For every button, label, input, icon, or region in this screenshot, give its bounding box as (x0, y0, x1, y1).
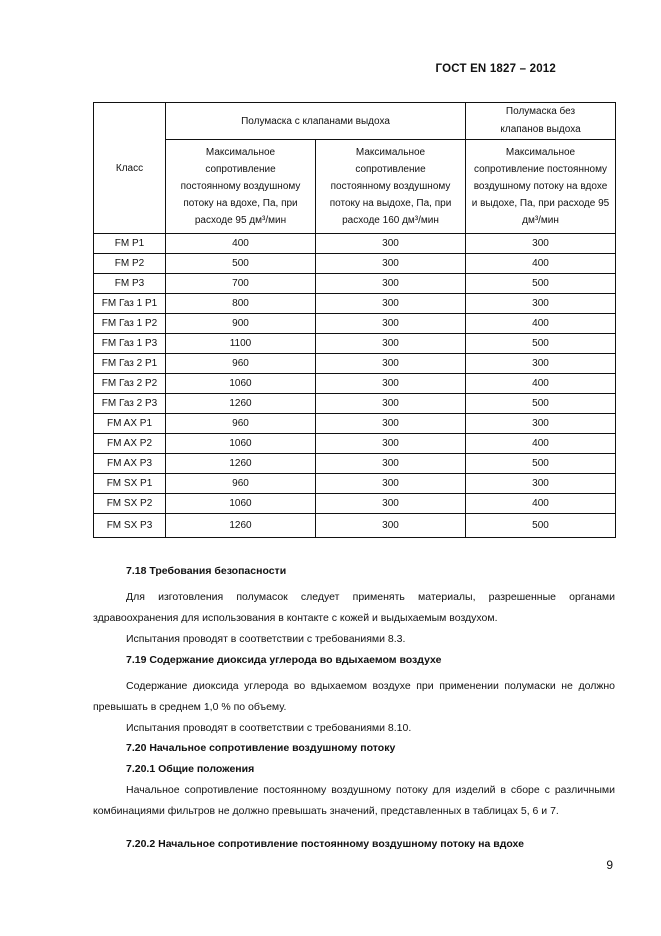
document-code: ГОСТ EN 1827 – 2012 (435, 63, 556, 75)
cell-class: FM Газ 1 P3 (94, 334, 166, 354)
table-row (94, 254, 616, 274)
cell-inhale: 1060 (166, 434, 316, 454)
cell-exhale: 300 (316, 274, 466, 294)
cell-inhale: 960 (166, 474, 316, 494)
cell-class: FM SX P1 (94, 474, 166, 494)
cell-exhale: 300 (316, 394, 466, 414)
cell-inhale: 500 (166, 254, 316, 274)
paragraph: Начальное сопротивление постоянному воздушному потоку для изделий в сборе с различными комбинациями фильтров не должно превышать значений, представленных в таблицах 5, 6 и 7. (93, 784, 615, 817)
section-title: 7.18 Требования безопасности (126, 565, 287, 577)
cell-class: FM Газ 2 P1 (94, 354, 166, 374)
cell-no-valves: 500 (466, 334, 616, 354)
table-row (94, 314, 616, 334)
cell-exhale: 300 (316, 374, 466, 394)
cell-inhale: 1260 (166, 394, 316, 414)
cell-no-valves: 500 (466, 514, 616, 538)
cell-inhale: 1060 (166, 374, 316, 394)
cell-exhale: 300 (316, 414, 466, 434)
header-class: Класс (94, 103, 166, 234)
paragraph: Испытания проводят в соответствии с требованиями 8.3. (126, 633, 406, 645)
cell-inhale: 800 (166, 294, 316, 314)
cell-exhale: 300 (316, 454, 466, 474)
cell-class: FM Газ 1 P2 (94, 314, 166, 334)
cell-no-valves: 500 (466, 394, 616, 414)
table-row (94, 454, 616, 474)
paragraph: Испытания проводят в соответствии с требованиями 8.10. (126, 722, 412, 734)
cell-exhale: 300 (316, 514, 466, 538)
cell-exhale: 300 (316, 494, 466, 514)
section-7-19 (93, 650, 615, 671)
table-row (94, 374, 616, 394)
cell-exhale: 300 (316, 314, 466, 334)
cell-no-valves: 400 (466, 434, 616, 454)
cell-exhale: 300 (316, 254, 466, 274)
cell-inhale: 1260 (166, 514, 316, 538)
table-row (94, 474, 616, 494)
cell-no-valves: 500 (466, 274, 616, 294)
cell-inhale: 700 (166, 274, 316, 294)
header-without-valves: Полумаска без клапанов выдоха (466, 103, 616, 140)
cell-class: FM P2 (94, 254, 166, 274)
cell-exhale: 300 (316, 354, 466, 374)
cell-no-valves: 300 (466, 414, 616, 434)
header-with-valves: Полумаска с клапанами выдоха (166, 103, 466, 140)
section-7-19-body (93, 676, 615, 739)
table-row (94, 514, 616, 538)
section-7-18-body (93, 587, 615, 650)
section-title: 7.19 Содержание диоксида углерода во вдыхаемом воздухе (126, 654, 442, 666)
header-exhale: Максимальное сопротивление постоянному воздушному потоку на выдохе, Па, при расходе 160 дм³/мин (316, 140, 466, 234)
cell-inhale: 960 (166, 414, 316, 434)
header-inhale: Максимальное сопротивление постоянному воздушному потоку на вдохе, Па, при расходе 95 дм³/мин (166, 140, 316, 234)
table-row (94, 434, 616, 454)
paragraph: Для изготовления полумасок следует применять материалы, разрешенные органами здравоохранения для использования в контакте с кожей и выдыхаемым воздухом. (93, 591, 615, 624)
cell-class: FM AX P2 (94, 434, 166, 454)
cell-no-valves: 400 (466, 314, 616, 334)
table-row (94, 334, 616, 354)
cell-inhale: 1100 (166, 334, 316, 354)
cell-inhale: 960 (166, 354, 316, 374)
paragraph: Содержание диоксида углерода во вдыхаемом воздухе при применении полумаски не должно превышать в среднем 1,0 % по объему. (93, 680, 615, 713)
section-7-20-2 (93, 834, 615, 855)
section-7-20-1-body (93, 780, 615, 822)
cell-class: FM AX P3 (94, 454, 166, 474)
cell-exhale: 300 (316, 234, 466, 254)
cell-class: FM SX P3 (94, 514, 166, 538)
table-row (94, 294, 616, 314)
subsection-title: 7.20.1 Общие положения (126, 763, 255, 775)
table-row (94, 274, 616, 294)
table-row (94, 394, 616, 414)
cell-no-valves: 400 (466, 494, 616, 514)
cell-class: FM AX P1 (94, 414, 166, 434)
cell-no-valves: 300 (466, 474, 616, 494)
cell-exhale: 300 (316, 294, 466, 314)
cell-class: FM Газ 2 P2 (94, 374, 166, 394)
cell-inhale: 400 (166, 234, 316, 254)
header-no-valves: Максимальное сопротивление постоянному воздушному потоку на вдохе и выдохе, Па, при расходе 95 дм³/мин (466, 140, 616, 234)
cell-no-valves: 300 (466, 294, 616, 314)
cell-no-valves: 400 (466, 374, 616, 394)
resistance-table (93, 102, 616, 538)
page-number: 9 (606, 858, 613, 872)
cell-no-valves: 400 (466, 254, 616, 274)
section-7-20 (93, 738, 615, 780)
table-row (94, 494, 616, 514)
cell-inhale: 1060 (166, 494, 316, 514)
cell-exhale: 300 (316, 474, 466, 494)
table-row (94, 234, 616, 254)
cell-no-valves: 500 (466, 454, 616, 474)
section-title: 7.20 Начальное сопротивление воздушному потоку (126, 742, 396, 754)
cell-class: FM Газ 2 P3 (94, 394, 166, 414)
table-row (94, 414, 616, 434)
cell-class: FM Газ 1 P1 (94, 294, 166, 314)
table-row (94, 354, 616, 374)
section-7-18 (93, 561, 615, 582)
cell-exhale: 300 (316, 334, 466, 354)
subsection-title: 7.20.2 Начальное сопротивление постоянному воздушному потоку на вдохе (126, 838, 524, 850)
cell-no-valves: 300 (466, 234, 616, 254)
cell-no-valves: 300 (466, 354, 616, 374)
cell-class: FM SX P2 (94, 494, 166, 514)
cell-exhale: 300 (316, 434, 466, 454)
cell-class: FM P3 (94, 274, 166, 294)
cell-inhale: 1260 (166, 454, 316, 474)
cell-class: FM P1 (94, 234, 166, 254)
cell-inhale: 900 (166, 314, 316, 334)
